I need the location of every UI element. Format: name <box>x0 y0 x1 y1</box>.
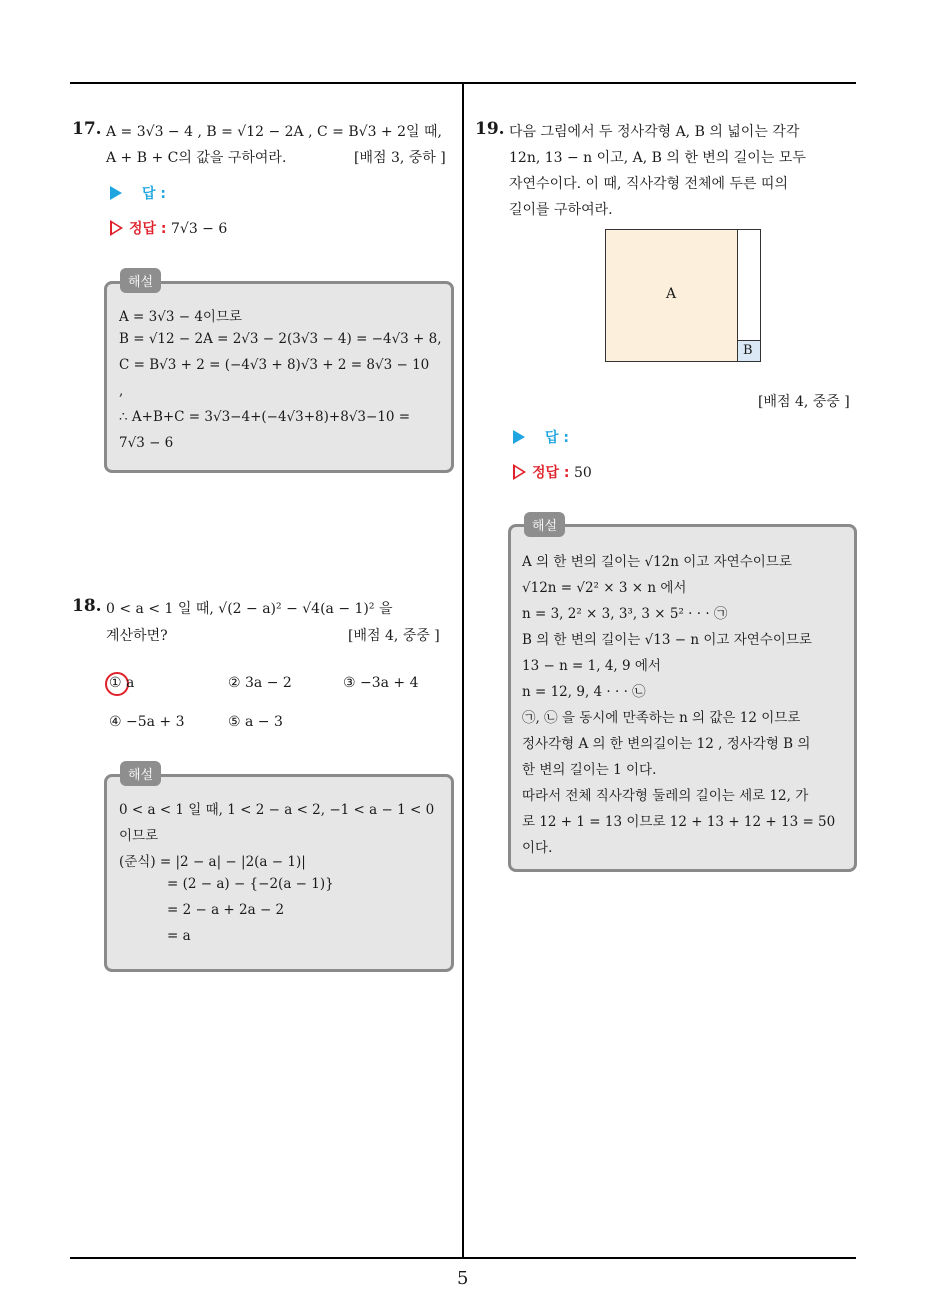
explanation-line: n = 3, 2² × 3, 3³, 3 × 5² · · · ㉠ <box>522 606 728 622</box>
answer-label: 답 : <box>545 430 569 446</box>
explanation-line: 7√3 − 6 <box>119 435 174 451</box>
solution-label: 정답 : <box>532 465 570 481</box>
score-label: [배점 4, 중중 ] <box>348 628 440 644</box>
explanation-line: 이므로 <box>119 828 159 844</box>
figure-strip <box>737 229 761 341</box>
question-number: 17. <box>72 119 102 139</box>
outline-triangle-icon <box>513 464 526 480</box>
explanation-tag: 해설 <box>120 268 161 293</box>
figure-square-b <box>737 340 761 362</box>
answer-row <box>513 427 569 447</box>
choice-5[interactable]: ⑤ a − 3 <box>228 714 283 730</box>
solution-value: 7√3 − 6 <box>170 221 228 237</box>
explanation-tag: 해설 <box>120 761 161 786</box>
question-text-line: 12n, 13 − n 이고, A, B 의 한 변의 길이는 모두 <box>509 150 806 166</box>
column-divider <box>462 82 464 1259</box>
solution-label: 정답 : <box>129 221 167 237</box>
explanation-line: ∴ A+B+C = 3√3−4+(−4√3+8)+8√3−10 = <box>119 409 411 425</box>
explanation-line: √12n = √2² × 3 × n 에서 <box>522 580 687 596</box>
explanation-line: , <box>119 383 124 399</box>
explanation-line: 정사각형 A 의 한 변의길이는 12 , 정사각형 B 의 <box>522 736 811 752</box>
question-text-line: 0 < a < 1 일 때, √(2 − a)² − √4(a − 1)² 을 <box>106 601 393 617</box>
choice-2[interactable]: ② 3a − 2 <box>228 675 292 691</box>
label-b: B <box>743 343 753 358</box>
page-number: 5 <box>457 1268 469 1289</box>
question-text-line: A = 3√3 − 4 , B = √12 − 2A , C = B√3 + 2일 때, <box>106 124 442 140</box>
explanation-line: (준식) = |2 − a| − |2(a − 1)| <box>119 854 306 870</box>
score-label: [배점 4, 중중 ] <box>758 394 850 410</box>
explanation-line: B = √12 − 2A = 2√3 − 2(3√3 − 4) = −4√3 + 8, <box>119 331 442 347</box>
explanation-line: 한 변의 길이는 1 이다. <box>522 762 657 778</box>
play-icon <box>110 186 122 200</box>
explanation-line: = 2 − a + 2a − 2 <box>167 902 285 918</box>
outline-triangle-icon <box>110 220 123 236</box>
question-number: 18. <box>72 596 102 616</box>
explanation-line: 13 − n = 1, 4, 9 에서 <box>522 658 661 674</box>
answer-row <box>110 183 166 203</box>
explanation-line: = (2 − a) − {−2(a − 1)} <box>167 876 334 892</box>
explanation-line: B 의 한 변의 길이는 √13 − n 이고 자연수이므로 <box>522 632 812 648</box>
explanation-line: 따라서 전체 직사각형 둘레의 길이는 세로 12, 가 <box>522 788 809 804</box>
play-icon <box>513 430 525 444</box>
explanation-line: 로 12 + 1 = 13 이므로 12 + 13 + 12 + 13 = 50 <box>522 814 836 830</box>
question-text-line: 다음 그림에서 두 정사각형 A, B 의 넓이는 각각 <box>509 124 800 140</box>
explanation-line: n = 12, 9, 4 · · · ㉡ <box>522 684 646 700</box>
explanation-tag: 해설 <box>524 512 565 537</box>
figure-square-a <box>605 229 738 362</box>
question-text-line: 길이를 구하여라. <box>509 202 613 218</box>
question-text-line: 계산하면? <box>106 628 168 644</box>
question-text-line: 자연수이다. 이 때, 직사각형 전체에 두른 띠의 <box>509 176 789 192</box>
explanation-line: ㉠, ㉡ 을 동시에 만족하는 n 의 값은 12 이므로 <box>522 710 801 726</box>
solution-row <box>110 218 227 238</box>
explanation-line: C = B√3 + 2 = (−4√3 + 8)√3 + 2 = 8√3 − 10 <box>119 357 430 373</box>
choice-4[interactable]: ④ −5a + 3 <box>109 714 185 730</box>
answer-label: 답 : <box>142 186 166 202</box>
question-text-line: A + B + C의 값을 구하여라. <box>106 150 287 166</box>
explanation-line: 0 < a < 1 일 때, 1 < 2 − a < 2, −1 < a − 1 < 0 <box>119 802 435 818</box>
solution-row <box>513 462 592 482</box>
question-number: 19. <box>475 119 505 139</box>
explanation-line: A = 3√3 − 4이므로 <box>119 309 243 325</box>
explanation-line: 이다. <box>522 840 553 856</box>
choice-1[interactable]: ① a <box>109 675 135 691</box>
solution-value: 50 <box>573 465 592 481</box>
label-a: A <box>666 286 677 302</box>
choice-3[interactable]: ③ −3a + 4 <box>343 675 419 691</box>
explanation-line: = a <box>167 928 191 944</box>
explanation-line: A 의 한 변의 길이는 √12n 이고 자연수이므로 <box>522 554 792 570</box>
score-label: [배점 3, 중하 ] <box>354 150 446 166</box>
